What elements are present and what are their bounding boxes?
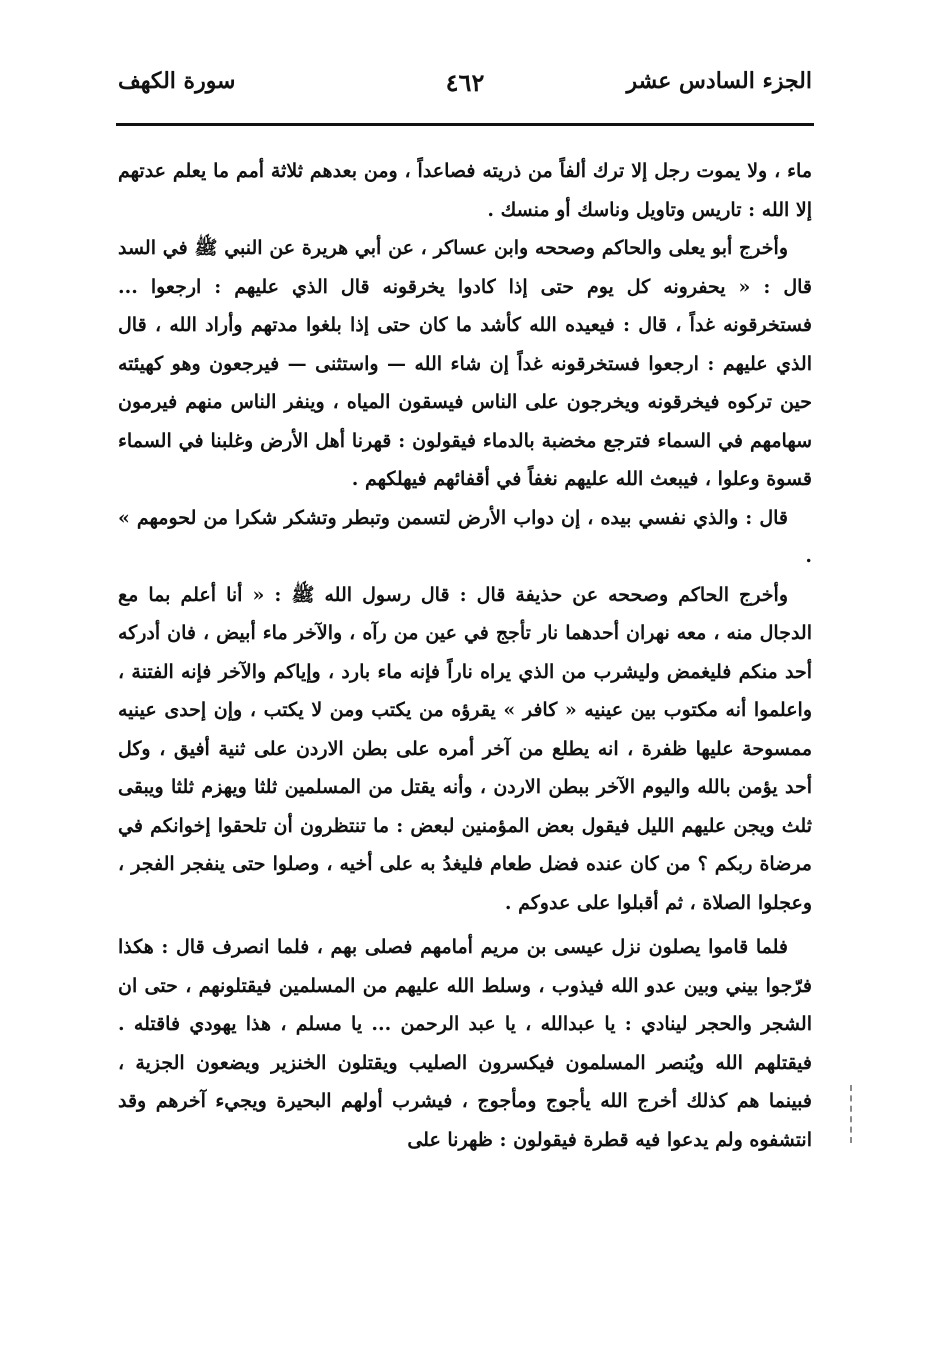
running-header [118, 68, 812, 118]
paragraph-5: فلما قاموا يصلون نزل عيسى بن مريم أمامهم فصلى بهم ، فلما انصرف قال : هكذا فرّجوا بيني وبين عدو الله فيذوب ، وسلط الله عليهم من المسلمين فيقتلونهم ، حتى ان الشجر والحجر لينادي : يا عبدالله ، يا عبد الرحمن ... يا مسلم ، هذا يهودي فاقتله . فيقتلهم الله ويُنصر المسلمون فيكسرون الصليب ويقتلون الخنزير ويضعون الجزية ، فبينما هم كذلك أخرج الله يأجوج ومأجوج ، فيشرب أولهم البحيرة ويجيء آخرهم وقد انتشفوه ولم يدعوا فيه قطرة فيقولون : ظهرنا على [118, 936, 812, 1151]
margin-scan-mark [850, 1085, 852, 1143]
page-number: ٤٦٢ [445, 68, 485, 97]
paragraph-1: ماء ، ولا يموت رجل إلا ترك ألفاً من ذريته فصاعداً ، ومن بعدهم ثلاثة أمم ما يعلم عدتهم إلا الله : تاريس وتاويل وناسك أو منسك . [118, 160, 812, 221]
page-body [118, 152, 812, 1159]
paragraph-4: وأخرج الحاكم وصححه عن حذيفة قال : قال رسول الله ﷺ : « أنا أعلم بما مع الدجال منه ، معه نهران أحدهما نار تأجج في عين من رآه ، والآخر ماء أبيض ، فان أدركه أحد منكم فليغمض وليشرب من الذي يراه ناراً فإنه ماء بارد ، وإياكم والآخر فإنه الفتنة ، واعلموا أنه مكتوب بين عينيه « كافر » يقرؤه من يكتب ومن لا يكتب ، وإن إحدى عينيه ممسوحة عليها ظفرة ، انه يطلع من آخر أمره على بطن الاردن على ثنية أفيق ، وكل أحد يؤمن بالله واليوم الآخر ببطن الاردن ، وأنه يقتل من المسلمين ثلثا ويهزم ثلثا ويبقى ثلث ويجن عليهم الليل فيقول بعض المؤمنين لبعض : ما تنتظرون أن تلحقوا إخوانكم في مرضاة ربكم ؟ من كان عنده فضل طعام فليغدُ به على أخيه ، وصلوا حتى ينفجر الفجر ، وعجلوا الصلاة ، ثم أقبلوا على عدوكم . [118, 583, 812, 914]
header-rule [116, 123, 814, 126]
part-title: الجزء السادس عشر [626, 68, 812, 94]
surah-title: سورة الكهف [118, 68, 236, 94]
paragraph-3: قال : والذي نفسي بيده ، إن دواب الأرض لتسمن وتبطر وتشكر شكرا من لحومهم » . [118, 506, 812, 567]
paragraph-2: وأخرج أبو يعلى والحاكم وصححه وابن عساكر ، عن أبي هريرة عن النبي ﷺ في السد قال : « يحفرونه كل يوم حتى إذا كادوا يخرقونه قال الذي عليهم : ارجعوا ... فستخرقونه غداً ، قال : فيعيده الله كأشد ما كان حتى إذا بلغوا مدتهم وأراد الله ، قال الذي عليهم : ارجعوا فستخرقونه غداً إن شاء الله — واستثنى — فيرجعون وهو كهيئته حين تركوه فيخرقونه ويخرجون على الناس فيسقون المياه ، وينفر الناس منهم فيرمون سهامهم في السماء فترجع مخضبة بالدماء فيقولون : قهرنا أهل الأرض وغلبنا في السماء قسوة وعلوا ، فيبعث الله عليهم نغفاً في أقفائهم فيهلكهم . [118, 237, 812, 490]
